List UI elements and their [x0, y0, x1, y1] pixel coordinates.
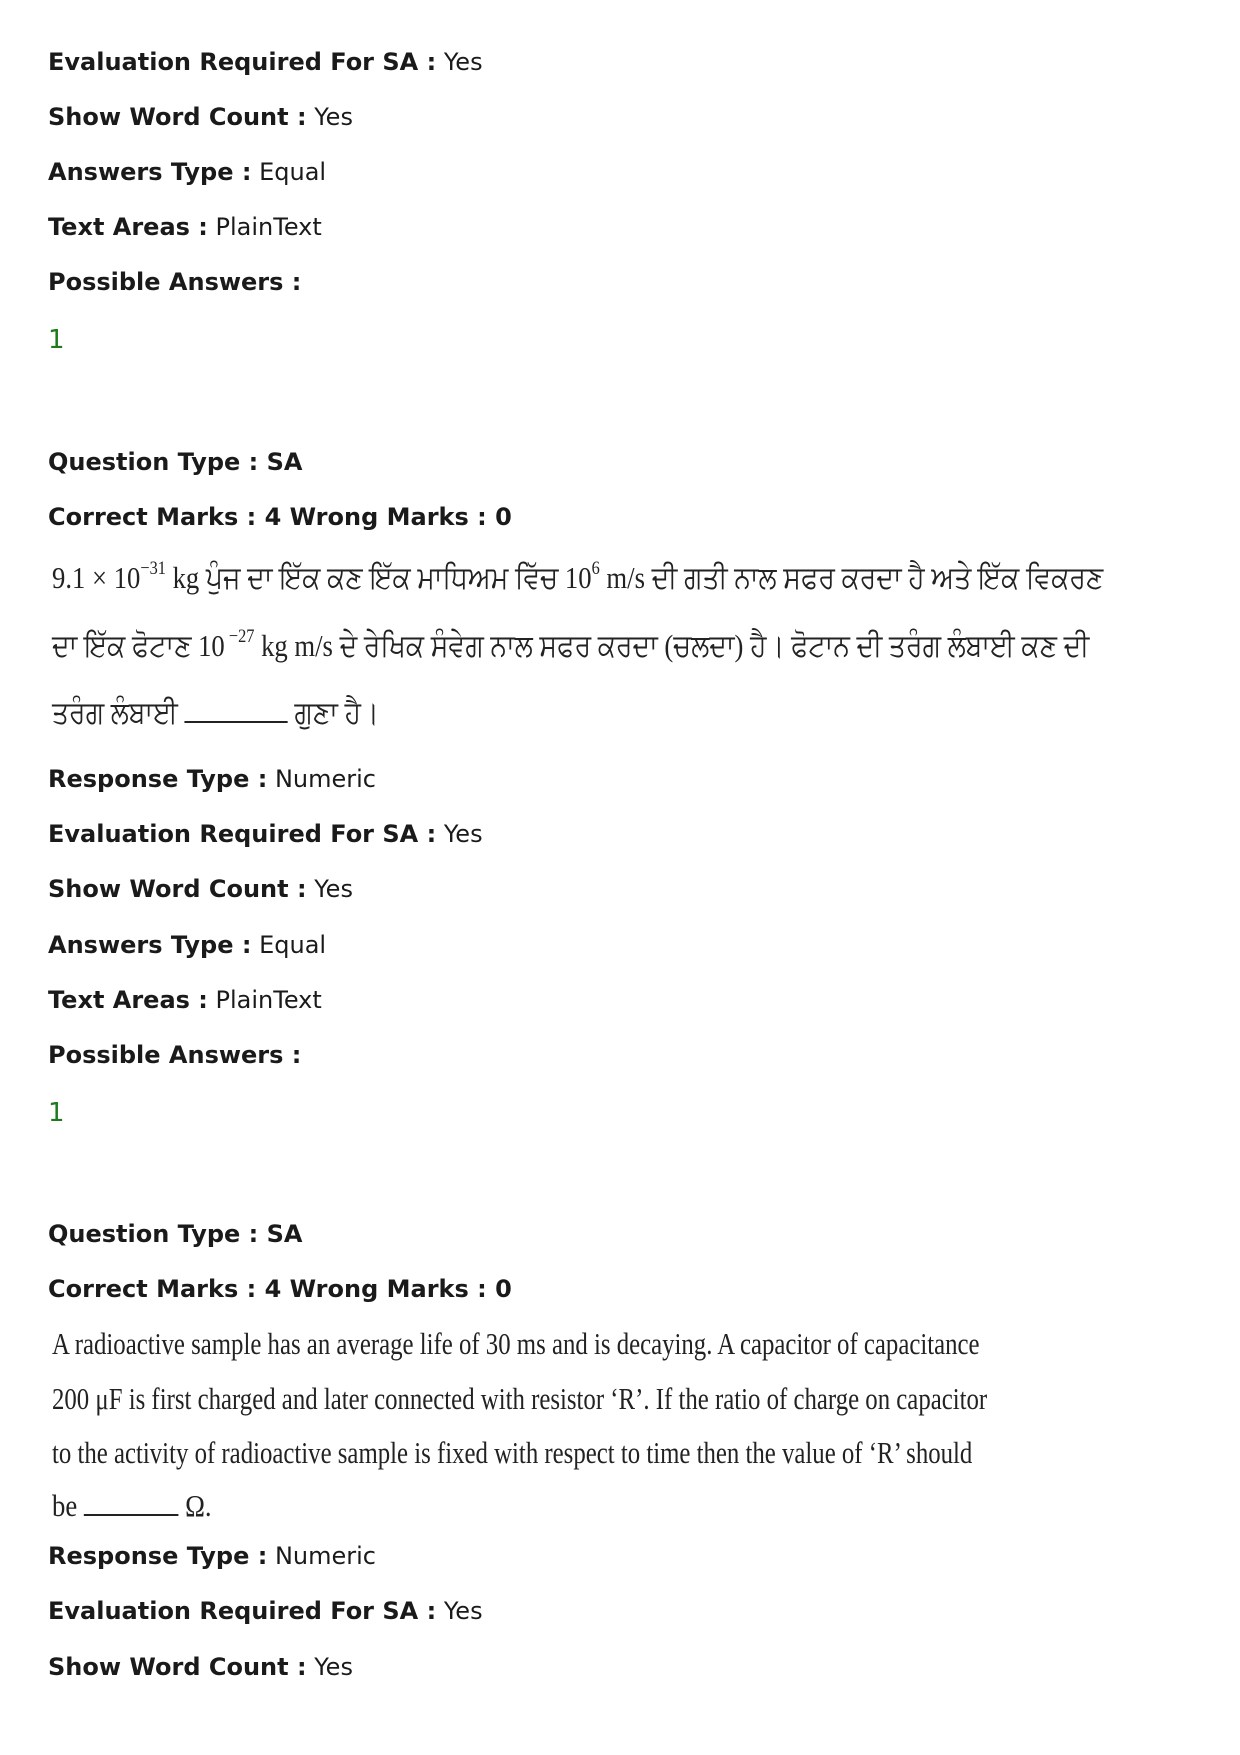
question-type: Question Type : SA [48, 448, 303, 476]
text-areas-value: PlainText [215, 213, 322, 241]
marks-line: Correct Marks : 4 Wrong Marks : 0 [48, 1275, 512, 1303]
eval-required-row [48, 47, 483, 77]
possible-answers-label: Possible Answers : [48, 268, 302, 296]
response-type-value: Numeric [274, 1542, 376, 1570]
show-word-count-label: Show Word Count : [48, 1653, 307, 1681]
response-type-label: Response Type : [48, 765, 268, 793]
answer-blank [185, 699, 288, 723]
possible-answers-row [48, 1040, 301, 1070]
answers-type-row [48, 930, 326, 960]
answers-type-label: Answers Type : [48, 931, 252, 959]
possible-answers-label: Possible Answers : [48, 1041, 302, 1069]
question-text-line-2: ਦਾ ਇੱਕ ਫੋਟਾਣ 10 $^{-27}$ kg m/s ਦੇ ਰੇਖਿਕ ਸੰਵੇਗ ਨਾਲ ਸਫਰ ਕਰਦਾ (ਚਲਦਾ) ਹੈ। ਫੋਟਾਨ ਦੀ ਤਰੰਗ ਲੰਬਾਈ ਕਣ ਦੀ [52, 626, 1090, 663]
marks-line: Correct Marks : 4 Wrong Marks : 0 [48, 503, 512, 531]
eval-required-row [48, 1596, 483, 1626]
text-areas-value: PlainText [215, 986, 322, 1014]
response-type-row [48, 764, 376, 794]
question-text-line-4: be Ω. [52, 1488, 212, 1523]
show-word-count-value: Yes [314, 103, 353, 131]
question-text-line-1: A radioactive sample has an average life of 30 ms and is decaying. A capacitor of capacitance [52, 1326, 980, 1361]
eval-required-value: Yes [443, 820, 483, 848]
show-word-count-value: Yes [314, 875, 353, 903]
eval-required-value: Yes [443, 48, 483, 76]
show-word-count-value: Yes [314, 1653, 353, 1681]
eval-required-row [48, 819, 483, 849]
show-word-count-row [48, 1652, 353, 1682]
answer-blank [84, 1492, 179, 1516]
question-text-line-2: 200 μF is first charged and later connected with resistor ‘R’. If the ratio of charge on capacitor [52, 1381, 988, 1416]
answers-type-value: Equal [259, 158, 327, 186]
response-type-value: Numeric [274, 765, 376, 793]
show-word-count-label: Show Word Count : [48, 103, 307, 131]
answers-type-value: Equal [259, 931, 327, 959]
answers-type-row [48, 157, 326, 187]
eval-required-label: Evaluation Required For SA : [48, 820, 437, 848]
eval-required-label: Evaluation Required For SA : [48, 1597, 437, 1625]
text-areas-row [48, 212, 322, 242]
text-areas-label: Text Areas : [48, 986, 208, 1014]
question-type: Question Type : SA [48, 1220, 303, 1248]
possible-answer-value: 1 [48, 325, 65, 355]
question-text-line-3: to the activity of radioactive sample is fixed with respect to time then the value of ‘R’ should [52, 1435, 973, 1470]
show-word-count-row [48, 874, 353, 904]
answers-type-label: Answers Type : [48, 158, 252, 186]
response-type-label: Response Type : [48, 1542, 268, 1570]
show-word-count-label: Show Word Count : [48, 875, 307, 903]
response-type-row [48, 1541, 376, 1571]
text-areas-row [48, 985, 322, 1015]
question-text-line-3: ਤਰੰਗ ਲੰਬਾਈ ਗੁਣਾ ਹੈ। [52, 695, 379, 730]
eval-required-value: Yes [443, 1597, 483, 1625]
possible-answers-row [48, 267, 301, 297]
possible-answer-value: 1 [48, 1098, 65, 1128]
show-word-count-row [48, 102, 353, 132]
eval-required-label: Evaluation Required For SA : [48, 48, 437, 76]
text-areas-label: Text Areas : [48, 213, 208, 241]
question-text-line-1: $9.1 \times 10^{-31}$ kg ਪੁੰਜ ਦਾ ਇੱਕ ਕਣ ਇੱਕ ਮਾਧਿਅਮ ਵਿੱਚ $10^6$ m/s ਦੀ ਗਤੀ ਨਾਲ ਸਫਰ ਕਰਦਾ ਹੈ ਅਤੇ ਇੱਕ ਵਿਕਰਣ [52, 558, 1104, 595]
